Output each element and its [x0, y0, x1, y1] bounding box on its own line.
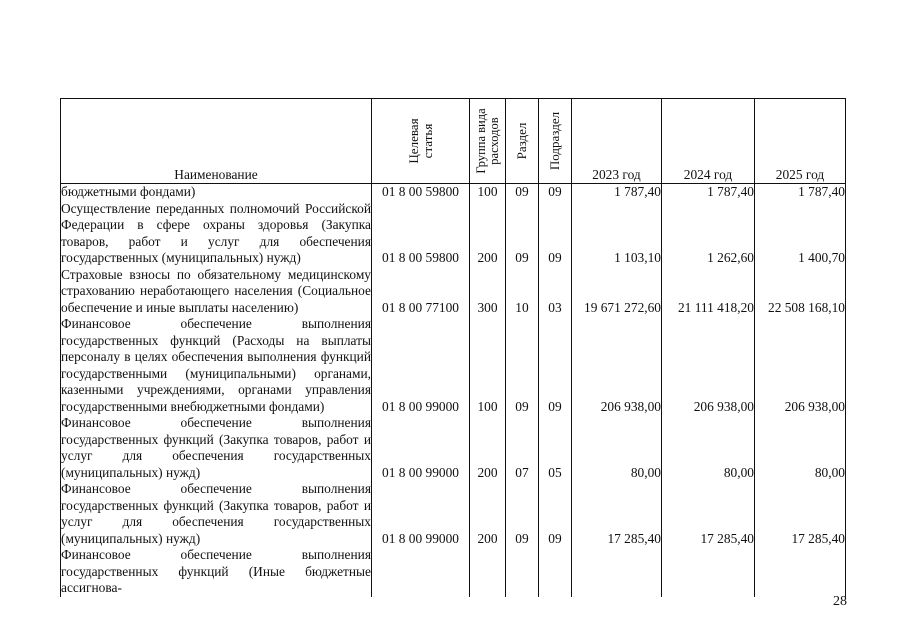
cell-expense-group: 200: [470, 481, 506, 547]
cell-target-article: [372, 547, 470, 597]
cell-2025: 1 400,70: [755, 201, 846, 267]
cell-subsection: 09: [539, 201, 572, 267]
header-section: Раздел: [506, 99, 539, 184]
table-row: [61, 481, 846, 547]
budget-table: [60, 98, 846, 597]
header-2024: 2024 год: [662, 99, 755, 184]
cell-2023: 19 671 272,60: [572, 267, 662, 317]
cell-name: Финансовое обеспечение выполнения государственных функций (Закупка товаров, работ и услуг для обеспечения государственных (муниципальных) нужд): [61, 415, 371, 480]
cell-target-article: 01 8 00 99000: [372, 415, 470, 481]
cell-name: Страховые взносы по обязательному медицинскому страхованию неработающего населения (Социальное обеспечение и иные выплаты населению): [61, 266, 371, 315]
cell-expense-group: 200: [470, 201, 506, 267]
cell-expense-group: [470, 547, 506, 597]
table-header: [61, 99, 846, 184]
cell-name: бюджетными фондами): [61, 184, 372, 201]
cell-2024: 1 262,60: [662, 201, 755, 267]
cell-name: Финансовое обеспечение выполнения государственных функций (Иные бюджетные ассигнова-: [61, 547, 371, 595]
cell-2023: 1 103,10: [572, 201, 662, 267]
table-row: [61, 547, 846, 597]
cell-subsection: 09: [539, 184, 572, 201]
cell-2024: [662, 547, 755, 597]
cell-section: [506, 547, 539, 597]
header-name: Наименование: [61, 99, 372, 184]
cell-2024: 21 111 418,20: [662, 267, 755, 317]
cell-section: 09: [506, 184, 539, 201]
cell-target-article: 01 8 00 99000: [372, 316, 470, 415]
cell-section: 07: [506, 415, 539, 481]
cell-target-article: 01 8 00 59800: [372, 201, 470, 267]
cell-target-article: 01 8 00 77100: [372, 267, 470, 317]
cell-subsection: 05: [539, 415, 572, 481]
cell-2025: [755, 547, 846, 597]
cell-2024: 206 938,00: [662, 316, 755, 415]
cell-2025: 1 787,40: [755, 184, 846, 201]
cell-subsection: [539, 547, 572, 597]
cell-target-article: 01 8 00 59800: [372, 184, 470, 201]
cell-expense-group: 100: [470, 316, 506, 415]
cell-2023: [572, 547, 662, 597]
table-row: [61, 267, 846, 317]
cell-2023: 80,00: [572, 415, 662, 481]
cell-expense-group: 200: [470, 415, 506, 481]
cell-section: 09: [506, 201, 539, 267]
cell-2024: 17 285,40: [662, 481, 755, 547]
cell-2025: 206 938,00: [755, 316, 846, 415]
cell-name: Осуществление переданных полномочий Российской Федерации в сфере охраны здоровья (Закупка товаров, работ и услуг для обеспечения государственных (муниципальных) нужд): [61, 200, 371, 265]
cell-2025: 17 285,40: [755, 481, 846, 547]
cell-section: 10: [506, 267, 539, 317]
cell-subsection: 09: [539, 481, 572, 547]
cell-subsection: 09: [539, 316, 572, 415]
cell-expense-group: 100: [470, 184, 506, 201]
cell-section: 09: [506, 481, 539, 547]
cell-name: Финансовое обеспечение выполнения государственных функций (Расходы на выплаты персоналу в целях обеспечения выполнения функций государственными (муниципальными) органами, казенными учреждениями, органами управления государственными внебюджетными фондами): [61, 316, 371, 414]
cell-subsection: 03: [539, 267, 572, 317]
header-2023: 2023 год: [572, 99, 662, 184]
header-subsection: Подраздел: [539, 99, 572, 184]
table-row: [61, 415, 846, 481]
cell-name: Финансовое обеспечение выполнения государственных функций (Закупка товаров, работ и услуг для обеспечения государственных (муниципальных) нужд): [61, 481, 371, 546]
header-target-article: Целевая статья: [372, 99, 470, 184]
cell-2025: 80,00: [755, 415, 846, 481]
cell-section: 09: [506, 316, 539, 415]
cell-2023: 17 285,40: [572, 481, 662, 547]
cell-2023: 206 938,00: [572, 316, 662, 415]
table-row: [61, 316, 846, 415]
cell-2024: 1 787,40: [662, 184, 755, 201]
table-body: [61, 184, 846, 597]
table-row: [61, 201, 846, 267]
cell-2024: 80,00: [662, 415, 755, 481]
page-number: 28: [833, 594, 847, 609]
cell-target-article: 01 8 00 99000: [372, 481, 470, 547]
table-row: [61, 184, 846, 201]
cell-2025: 22 508 168,10: [755, 267, 846, 317]
header-2025: 2025 год: [755, 99, 846, 184]
cell-expense-group: 300: [470, 267, 506, 317]
header-expense-group: Группа вида расходов: [470, 99, 506, 184]
cell-2023: 1 787,40: [572, 184, 662, 201]
